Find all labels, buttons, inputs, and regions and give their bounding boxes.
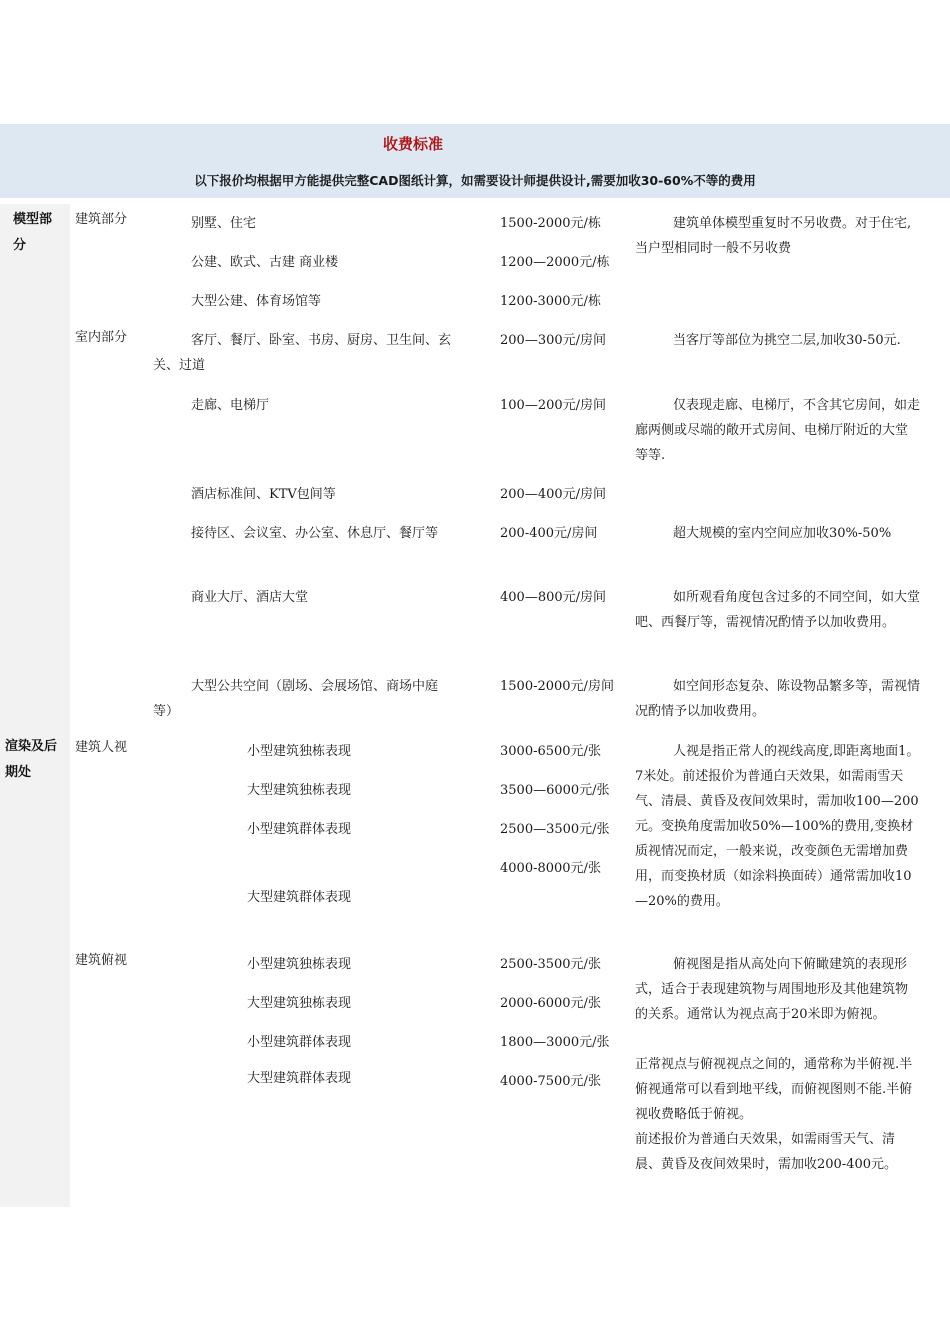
interior-note-5: 如所观看角度包含过多的不同空间，如大堂吧、西餐厅等，需视情况酌情予以加收费用。	[635, 590, 921, 630]
aerial-item-2: 大型建筑独栋表现	[247, 996, 352, 1011]
interior-note-6: 如空间形态复杂、陈设物品繁多等，需视情况酌情予以加收费用。	[635, 679, 921, 719]
section-model: 模型部分	[13, 212, 53, 253]
category-building: 建筑部分	[75, 212, 128, 227]
human-note: 人视是指正常人的视线高度,即距离地面1。7米处。前述报价为普通白天效果，如需雨雪天气、清晨、黄昏及夜间效果时，需加收100—200元。变换角度需加收50%—100%的费用,变换材质视情况而定，一般来说，改变颜色无需增加费用，而变换材质（如涂料换面砖）通常需加收10—20%的费用。	[635, 744, 920, 909]
interior-item-5: 商业大厅、酒店大堂	[191, 590, 309, 605]
interior-note-4: 超大规模的室内空间应加收30%-50%	[673, 526, 892, 541]
human-price-3: 2500—3500元/张	[500, 822, 610, 837]
aerial-note-1: 俯视图是指从高处向下俯瞰建筑的表现形式，适合于表现建筑物与周围地形及其他建筑物的关系。通常认为视点高于20米即为俯视。	[635, 957, 909, 1022]
human-item-2: 大型建筑独栋表现	[247, 783, 352, 798]
category-interior: 室内部分	[75, 330, 128, 345]
aerial-note-3: 前述报价为普通白天效果，如需雨雪天气、清晨、黄昏及夜间效果时，需加收200-400元。	[635, 1132, 898, 1172]
category-aerial-view: 建筑俯视	[75, 953, 128, 968]
human-item-4: 大型建筑群体表现	[247, 890, 352, 905]
interior-item-3: 酒店标准间、KTV包间等	[191, 487, 336, 502]
building-item-3: 大型公建、体育场馆等	[191, 294, 322, 309]
human-price-2: 3500—6000元/张	[500, 783, 610, 798]
interior-price-3: 200—400元/房间	[500, 487, 607, 502]
interior-price-1: 200—300元/房间	[500, 333, 607, 348]
aerial-price-1: 2500-3500元/张	[500, 957, 601, 972]
interior-item-6: 大型公共空间（剧场、会展场馆、商场中庭等）	[153, 679, 439, 719]
interior-price-5: 400—800元/房间	[500, 590, 607, 605]
building-item-2: 公建、欧式、古建 商业楼	[191, 255, 339, 270]
aerial-price-3: 1800—3000元/张	[500, 1035, 610, 1050]
interior-item-2: 走廊、电梯厅	[191, 398, 270, 413]
interior-price-6: 1500-2000元/房间	[500, 679, 614, 694]
aerial-price-4: 4000-7500元/张	[500, 1074, 601, 1089]
aerial-note-2: 正常视点与俯视视点之间的，通常称为半俯视.半俯视通常可以看到地平线，而俯视图则不能.半俯视收费略低于俯视。	[635, 1057, 913, 1122]
interior-item-1: 客厅、餐厅、卧室、书房、厨房、卫生间、玄关、过道	[153, 333, 452, 373]
interior-price-4: 200-400元/房间	[500, 526, 598, 541]
aerial-price-2: 2000-6000元/张	[500, 996, 601, 1011]
section-render: 渲染及后期处	[5, 739, 58, 780]
aerial-item-4: 大型建筑群体表现	[247, 1071, 352, 1086]
aerial-item-3: 小型建筑群体表现	[247, 1035, 352, 1050]
human-item-1: 小型建筑独栋表现	[247, 744, 352, 759]
aerial-item-1: 小型建筑独栋表现	[247, 957, 352, 972]
interior-note-1: 当客厅等部位为挑空二层,加收30-50元.	[673, 333, 901, 348]
building-price-1: 1500-2000元/栋	[500, 216, 601, 231]
section-column	[0, 204, 70, 1207]
interior-price-2: 100—200元/房间	[500, 398, 607, 413]
page-subtitle: 以下报价均根据甲方能提供完整CAD图纸计算，如需要设计师提供设计,需要加收30-60%不等的费用	[194, 173, 756, 188]
human-item-3: 小型建筑群体表现	[247, 822, 352, 837]
building-note: 建筑单体模型重复时不另收费。对于住宅,当户型相同时一般不另收费	[635, 216, 912, 256]
building-price-3: 1200-3000元/栋	[500, 294, 601, 309]
building-item-1: 别墅、住宅	[191, 216, 257, 231]
interior-note-2: 仅表现走廊、电梯厅，不含其它房间，如走廊两侧或尽端的敞开式房间、电梯厅附近的大堂等等.	[635, 398, 921, 463]
human-price-1: 3000-6500元/张	[500, 744, 601, 759]
building-price-2: 1200—2000元/栋	[500, 255, 610, 270]
interior-item-4: 接待区、会议室、办公室、休息厅、餐厅等	[191, 526, 439, 541]
page-title: 收费标准	[382, 135, 443, 153]
human-price-4: 4000-8000元/张	[500, 861, 601, 876]
category-human-view: 建筑人视	[75, 740, 128, 755]
